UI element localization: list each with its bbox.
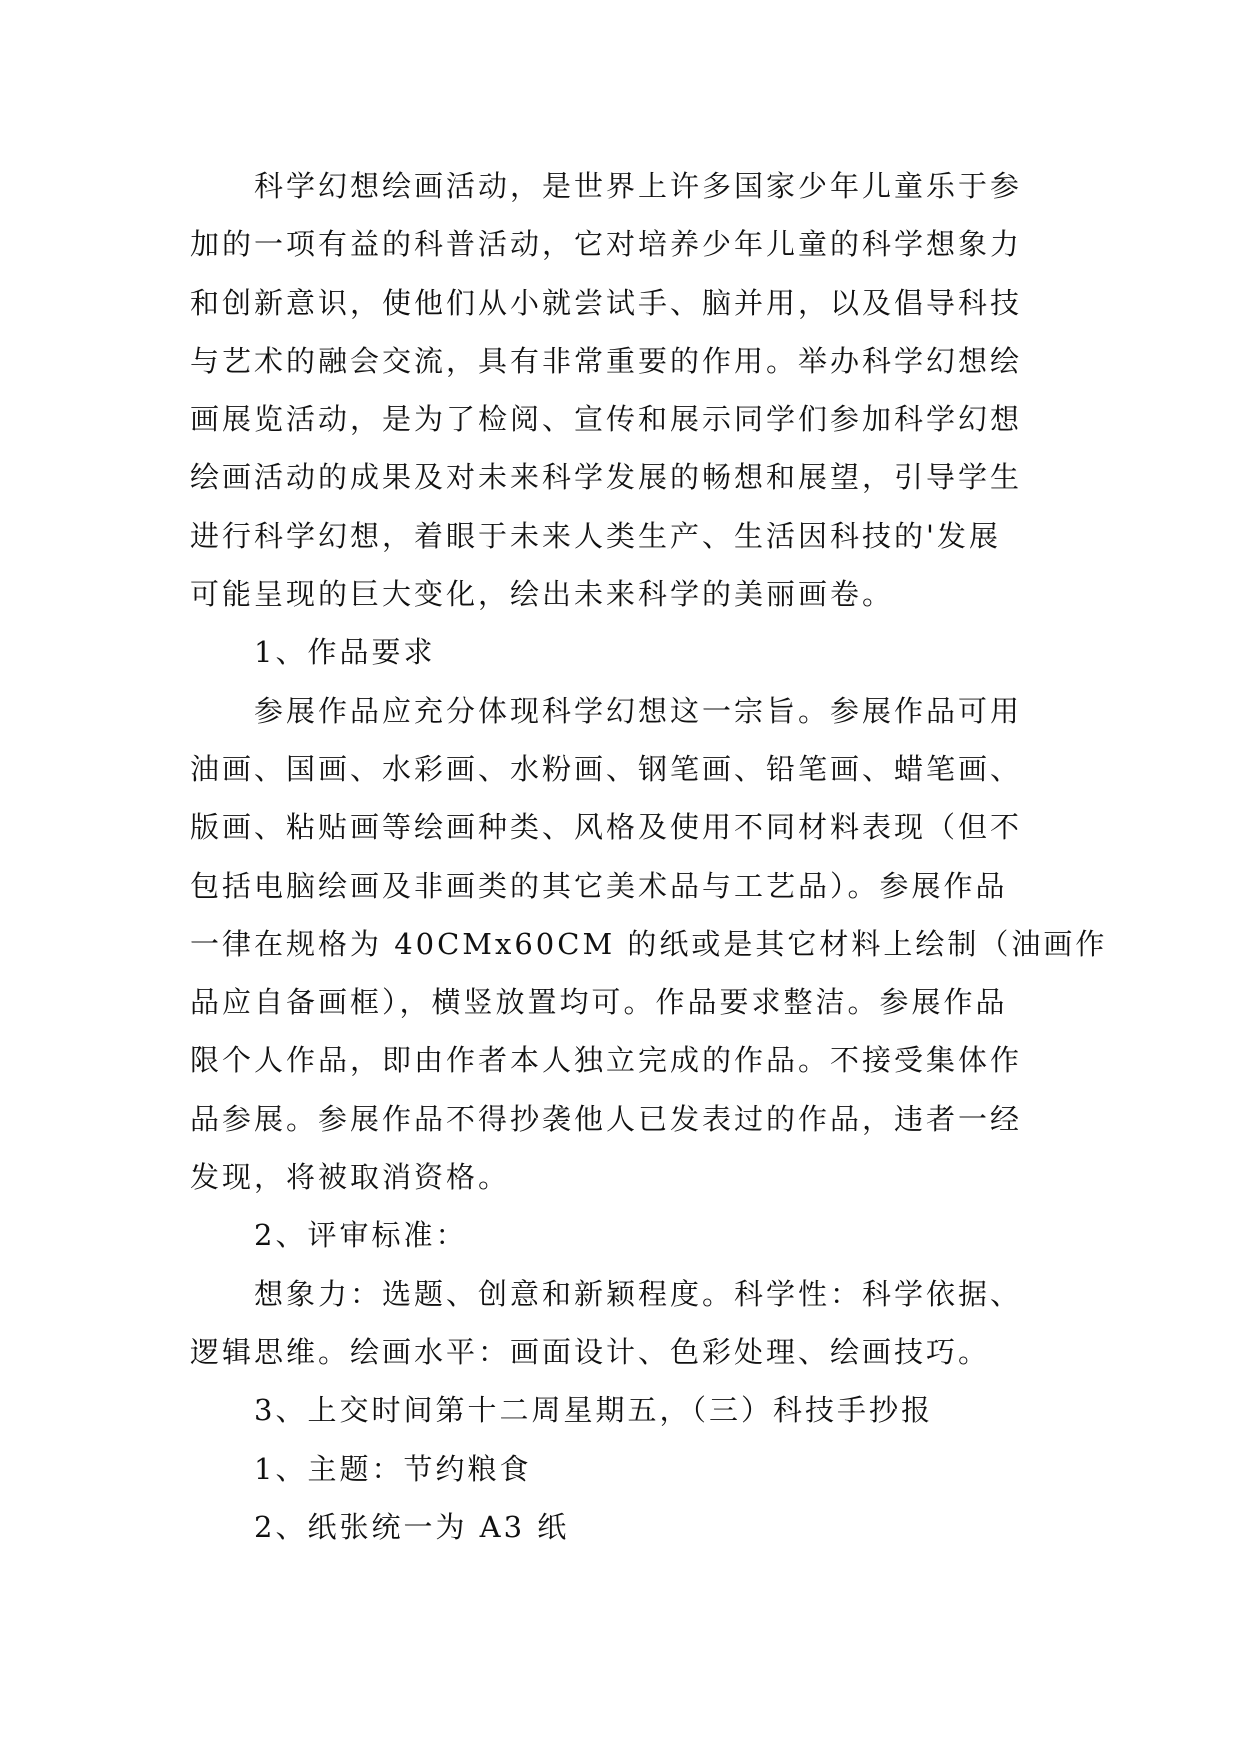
body-line: 限个人作品，即由作者本人独立完成的作品。不接受集体作 bbox=[190, 1043, 1023, 1078]
body-line: 进行科学幻想，着眼于未来人类生产、生活因科技的'发展 bbox=[190, 518, 1001, 553]
body-line: 绘画活动的成果及对未来科学发展的畅想和展望，引导学生 bbox=[190, 460, 1023, 495]
body-line: 与艺术的融会交流，具有非常重要的作用。举办科学幻想绘 bbox=[190, 343, 1023, 378]
body-line: 品应自备画框），横竖放置均可。作品要求整洁。参展作品 bbox=[190, 985, 1008, 1020]
body-line: 品参展。参展作品不得抄袭他人已发表过的作品，违者一经 bbox=[190, 1101, 1023, 1136]
document-page bbox=[190, 157, 1108, 1556]
section-heading: 3、上交时间第十二周星期五，（三）科技手抄报 bbox=[254, 1393, 933, 1428]
body-line: 科学幻想绘画活动，是世界上许多国家少年儿童乐于参 bbox=[254, 169, 1023, 203]
body-line: 版画、粘贴画等绘画种类、风格及使用不同材料表现（但不 bbox=[190, 810, 1023, 845]
section-heading: 2、评审标准： bbox=[254, 1218, 468, 1253]
body-line: 参展作品应充分体现科学幻想这一宗旨。参展作品可用 bbox=[254, 693, 1023, 728]
body-line: 2、纸张统一为 A3 纸 bbox=[254, 1509, 570, 1544]
body-line: 加的一项有益的科普活动，它对培养少年儿童的科学想象力 bbox=[190, 227, 1023, 262]
body-line: 和创新意识，使他们从小就尝试手、脑并用，以及倡导科技 bbox=[190, 285, 1023, 320]
body-line: 一律在规格为 40CMx60CM 的纸或是其它材料上绘制（油画作 bbox=[190, 926, 1108, 961]
body-line: 包括电脑绘画及非画类的其它美术品与工艺品）。参展作品 bbox=[190, 868, 1008, 903]
body-line: 画展览活动，是为了检阅、宣传和展示同学们参加科学幻想 bbox=[190, 402, 1023, 437]
body-line: 想象力：选题、创意和新颖程度。科学性：科学依据、 bbox=[254, 1276, 1023, 1311]
section-heading: 1、作品要求 bbox=[254, 635, 436, 670]
body-line: 油画、国画、水彩画、水粉画、钢笔画、铅笔画、蜡笔画、 bbox=[190, 751, 1023, 786]
body-line: 1、主题：节约粮食 bbox=[254, 1451, 532, 1486]
body-line: 可能呈现的巨大变化，绘出未来科学的美丽画卷。 bbox=[190, 577, 895, 612]
body-line: 发现，将被取消资格。 bbox=[190, 1160, 511, 1195]
body-line: 逻辑思维。绘画水平：画面设计、色彩处理、绘画技巧。 bbox=[190, 1334, 991, 1369]
